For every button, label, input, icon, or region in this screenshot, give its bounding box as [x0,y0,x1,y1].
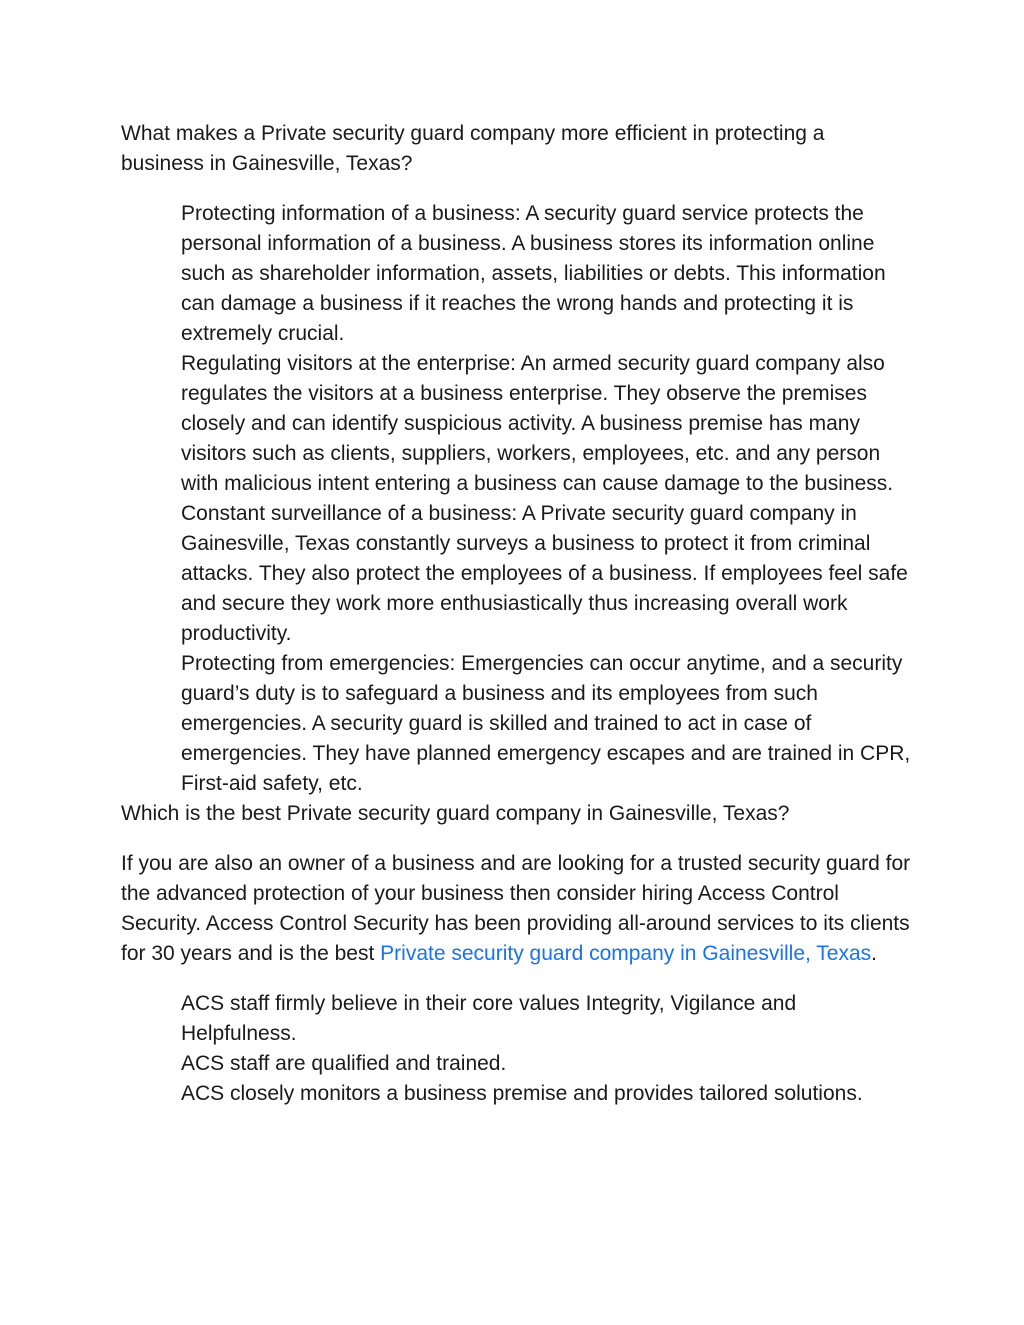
acs-point: ACS staff firmly believe in their core values Integrity, Vigilance and Helpfulness. [181,992,797,1045]
company-link[interactable]: Private security guard company in Gainesville, Texas [380,942,872,965]
intro-paragraph [121,849,911,969]
heading-best-company-question: Which is the best Private security guard company in Gainesville, Texas? [121,802,790,825]
document-body [121,119,911,1109]
intro-text-after-link: . [871,942,878,965]
efficiency-point: Regulating visitors at the enterprise: An armed security guard company also regulates the visitors at a business enterprise. They observe the premises closely and can identify suspicious activity. A business premise has many visitors such as clients, suppliers, workers, employees, etc. and any person with malicious intent entering a business can cause damage to the business. [181,352,894,495]
intro-text-before-link: If you are also an owner of a business and are looking for a trusted security guard for the advanced protection of your business then consider hiring Access Control Security. Access Control Security has been providing all-around services to its clients for 30 years and is the best [121,852,911,965]
efficiency-point: Protecting information of a business: A security guard service protects the personal information of a business. A business stores its information online such as shareholder information, assets, liabilities or debts. This information can damage a business if it reaches the wrong hands and protecting it is extremely crucial. [181,202,886,345]
efficiency-point: Protecting from emergencies: Emergencies can occur anytime, and a security guard’s duty is to safeguard a business and its employees from such emergencies. A security guard is skilled and trained to act in case of emergencies. They have planned emergency escapes and are trained in CPR, First-aid safety, etc. [181,652,911,795]
efficiency-point: Constant surveillance of a business: A Private security guard company in Gainesville, Texas constantly surveys a business to protect it from criminal attacks. They also protect the employees of a business. If employees feel safe and secure they work more enthusiastically thus increasing overall work productivity. [181,502,908,645]
acs-points-list [121,989,911,1109]
heading-efficiency-question: What makes a Private security guard company more efficient in protecting a business in Gainesville, Texas? [121,122,825,175]
acs-point: ACS staff are qualified and trained. [181,1052,507,1075]
efficiency-points-list [121,199,911,799]
acs-point: ACS closely monitors a business premise and provides tailored solutions. [181,1082,863,1105]
